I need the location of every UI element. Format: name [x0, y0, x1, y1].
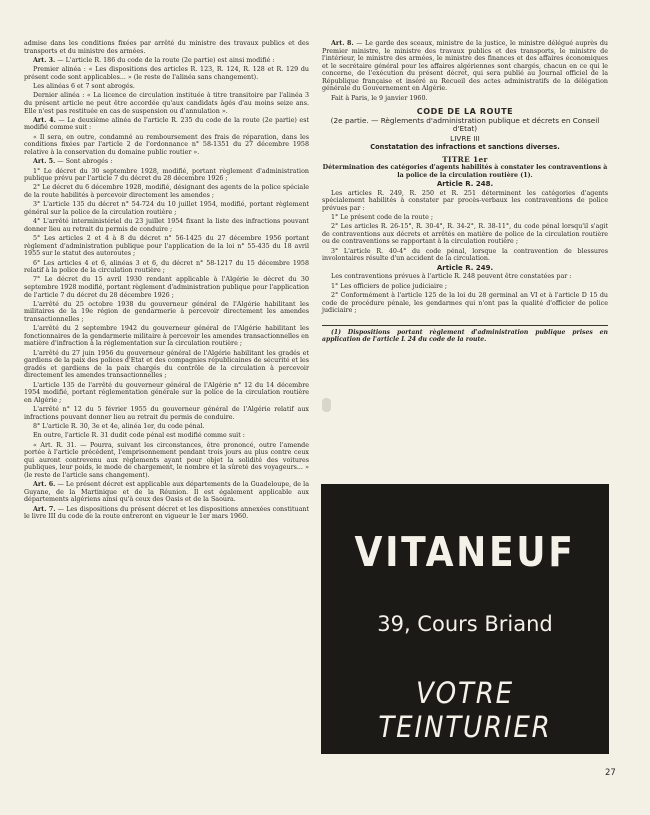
- paragraph-text: 1° Le décret du 30 septembre 1928, modifié, portant règlement d'administration publique prévu par l'article 7 du décret du 28 décembre 1926 ;: [24, 167, 309, 183]
- article-249-heading: Article R. 249.: [436, 263, 494, 272]
- code-title: CODE DE LA ROUTE: [416, 107, 514, 117]
- paragraph: [24, 66, 309, 81]
- paragraph: [24, 406, 309, 421]
- paragraph: [24, 184, 309, 199]
- paragraph: [24, 260, 309, 275]
- paragraph: [24, 218, 309, 233]
- paragraph: [24, 92, 309, 115]
- paragraph: [24, 201, 309, 216]
- paragraph-text: En outre, l'article R. 31 dudit code pénal est modifié comme suit :: [33, 432, 245, 440]
- paragraph-text: 2° Le décret du 6 décembre 1928, modifié, désignant des agents de la police spéciale de la route habilités à percevoir directement les amendes ;: [24, 184, 309, 200]
- paragraph: [24, 301, 309, 324]
- ink-stamp-mark: [322, 398, 331, 412]
- paragraph-text: — Le présent décret est applicable aux départements de la Guadeloupe, de la Guyane, de la Martinique et de la Réunion. Il est également applicable aux départements algériens ainsi qu'à ceux des Oasis et de la Saoura.: [24, 481, 309, 504]
- paragraph-text: L'article 135 de l'arrêté du gouverneur général de l'Algérie n° 12 du 14 décembre 1954 modifié, portant réglementation générale sur la police de la circulation routière en Algérie ;: [24, 381, 309, 404]
- article-number: Art. 7.: [33, 505, 56, 513]
- titre-heading: TITRE 1er: [442, 154, 488, 164]
- paragraph-text: 4° L'arrêté interministériel du 23 juillet 1954 fixant la liste des infractions pouvant donner lieu au retrait du permis de conduire ;: [24, 218, 309, 233]
- ad-tagline: VOTRE TEINTURIER: [378, 676, 552, 744]
- paragraph-text: Les articles R. 249, R. 250 et R. 251 déterminent les catégories d'agents spécialement habilités à constater par procès-verbaux les contraventions de police prévues par :: [322, 189, 608, 212]
- paragraph: [322, 40, 608, 93]
- left-column: [24, 40, 309, 523]
- paragraph-text: 6° Les articles 4 et 6, alinéas 3 et 6, du décret n° 58-1217 du 15 décembre 1958 relatif à la police de la circulation routière ;: [24, 259, 309, 275]
- advertisement-block: [321, 484, 609, 754]
- paragraph-text: 7° Le décret du 15 avril 1930 rendant applicable à l'Algérie le décret du 30 septembre 1928 modifié, portant règlement d'administration publique pour l'application de l'article 7 du décret du 28 décembre 1926 ;: [24, 276, 309, 299]
- paragraph: [322, 95, 608, 103]
- ad-company-name: VITANEUF: [354, 528, 576, 576]
- paragraph: [322, 283, 608, 291]
- page-number: 27: [605, 768, 616, 778]
- article-number: Art. 8.: [331, 40, 354, 47]
- paragraph: [24, 442, 309, 480]
- paragraph: [24, 325, 309, 348]
- article-248-heading: Article R. 248.: [436, 179, 494, 188]
- paragraph: [24, 117, 309, 132]
- paragraph: [24, 382, 309, 405]
- paragraph-text: 1° Le présent code de la route ;: [331, 213, 433, 221]
- paragraph-text: — Le garde des sceaux, ministre de la justice, le ministre délégué auprès du Premier ministre, le ministre des travaux publics et des transports, le ministre de l'intérieur, le ministre des armées, le ministre des finances et des affaires économiques et le secrétaire général pour les affaires algériennes sont chargés, chacun en ce qui le concerne, de l'exécution du présent décret, qui sera publié au Journal officiel de la République française et inséré au Recueil des actes administratifs de la délégation générale du Gouvernement en Algérie.: [322, 40, 608, 93]
- paragraph-text: Dernier alinéa : « La licence de circulation instituée à titre transitoire par l'alinéa 3 du présent article ne peut être accordée qu'aux candidats âgés d'au moins seize ans. Elle n'est pas restituée en cas de suspension ou d'annulation ».: [24, 92, 309, 115]
- paragraph-text: 2° Les articles R. 26-15°, R. 30-4°, R. 34-2°, R. 38-11°, du code pénal lorsqu'il s'agit de contraventions aux décrets et arrêtés en matière de police de la circulation routière ou de contraventions se rapportant à la circulation routière ;: [322, 223, 608, 246]
- paragraph-text: 1° Les officiers de police judiciaire ;: [331, 282, 448, 290]
- paragraph: [24, 83, 309, 91]
- paragraph: [322, 273, 608, 281]
- article-number: Art. 5.: [33, 158, 56, 166]
- paragraph: [24, 168, 309, 183]
- paragraph-text: 3° L'article R. 40-4° du code pénal, lorsque la contravention de blessures involontaires résulte d'un accident de la circulation.: [322, 247, 608, 263]
- paragraph: [24, 276, 309, 299]
- paragraph: [24, 134, 309, 157]
- paragraph: [24, 350, 309, 380]
- paragraph: [24, 432, 309, 440]
- paragraph: [322, 292, 608, 315]
- livre-heading: LIVRE III: [450, 133, 480, 143]
- livre-title: Constatation des infractions et sanctions diverses.: [370, 143, 560, 152]
- titre-description: Détermination des catégories d'agents habilités à constater les contraventions à la police de la circulation routière (1).: [322, 164, 608, 179]
- paragraph-text: « Il sera, en outre, condamné au remboursement des frais de réparation, dans les conditions fixées par l'article 2 de l'ordonnance n° 58-1351 du 27 décembre 1958 relative à la conservation du domaine public routier ».: [24, 133, 309, 156]
- paragraph: [24, 40, 309, 55]
- article-number: Art. 3.: [33, 56, 56, 64]
- paragraph: [322, 190, 608, 213]
- right-column: [322, 40, 608, 343]
- code-subtitle: (2e partie. — Règlements d'administration publique et décrets en Conseil d'Etat): [330, 115, 600, 134]
- article-number: Art. 4.: [33, 116, 56, 124]
- paragraph-text: — Sont abrogés :: [55, 158, 113, 166]
- paragraph-text: Les contraventions prévues à l'article R. 248 peuvent être constatées par :: [331, 273, 572, 281]
- footnote: (1) Dispositions portant règlement d'administration publique prises en application de l'article L 24 du code de la route.: [322, 328, 608, 343]
- paragraph: [24, 423, 309, 431]
- paragraph-text: 2° Conformément à l'article 125 de la loi du 28 germinal an VI et à l'article D 15 du code de procédure pénale, les gendarmes qui n'ont pas la qualité d'officier de police judiciaire ;: [322, 292, 608, 315]
- ad-address: 39, Cours Briand: [377, 612, 553, 636]
- article-249-body: [322, 273, 608, 314]
- paragraph: [24, 506, 309, 521]
- paragraph-text: — Les dispositions du présent décret et les dispositions annexées constituant le livre III du code de la route entreront en vigueur le 1er mars 1960.: [24, 505, 309, 521]
- paragraph-text: Fait à Paris, le 9 janvier 1960.: [331, 94, 428, 102]
- paragraph: [322, 248, 608, 263]
- paragraph-text: L'arrêté n° 12 du 5 février 1955 du gouverneur général de l'Algérie relatif aux infractions pouvant donner lieu au retrait du permis de conduire.: [24, 406, 309, 421]
- paragraph-text: « Art. R. 31. — Pourra, suivant les circonstances, être prononcé, outre l'amende portée à l'article précédent, l'emprisonnement pendant trois jours au plus contre ceux qui auront contrevenu aux règlements ayant pour objet la solidité des voitures publiques, leur poids, le mode de chargement, le nombre et la sûreté des voyageurs... » (le reste de l'article sans changement).: [24, 441, 309, 479]
- paragraph-text: Premier alinéa : « Les dispositions des articles R. 123, R. 124, R. 128 et R. 129 du présent code sont applicables... » (le reste de l'alinéa sans changement).: [24, 66, 309, 81]
- paragraph-text: L'arrêté du 25 octobre 1938 du gouverneur général de l'Algérie habilitant les militaires de la 19e région de gendarmerie à percevoir directement les amendes transactionnelles ;: [24, 300, 309, 323]
- article-8-block: [322, 40, 608, 102]
- paragraph-text: Les alinéas 6 et 7 sont abrogés.: [33, 83, 135, 91]
- paragraph-text: 5° Les articles 2 et 4 à 8 du décret n° 56-1425 du 27 décembre 1956 portant règlement d'administration publique pour l'application de la loi n° 55-435 du 18 avril 1955 sur le statut des autoroutes ;: [24, 235, 309, 258]
- footnote-divider: [322, 325, 608, 326]
- article-248-body: [322, 190, 608, 263]
- paragraph-text: admise dans les conditions fixées par arrêté du ministre des travaux publics et des transports et du ministre des armées.: [24, 40, 309, 55]
- paragraph: [24, 235, 309, 258]
- paragraph: [24, 158, 309, 166]
- paragraph: [24, 481, 309, 504]
- paragraph-text: — Le deuxième alinéa de l'article R. 235 du code de la route (2e partie) est modifié comme suit :: [24, 116, 309, 132]
- paragraph: [322, 223, 608, 246]
- paragraph: [24, 57, 309, 65]
- paragraph-text: 8° L'article R. 30, 3e et 4e, alinéa 1er, du code pénal.: [33, 423, 205, 431]
- paragraph: [322, 214, 608, 222]
- paragraph-text: — L'article R. 186 du code de la route (2e partie) est ainsi modifié :: [55, 56, 275, 64]
- article-number: Art. 6.: [33, 481, 56, 489]
- paragraph-text: 3° L'article 135 du décret n° 54-724 du 10 juillet 1954, modifié, portant règlement général sur la police de la circulation routière ;: [24, 201, 309, 216]
- paragraph-text: L'arrêté du 27 juin 1956 du gouverneur général de l'Algérie habilitant les gradés et gardiens de la paix des polices d'Etat et des compagnies républicaines de sécurité et les gradés et gardiens de la paix chargés du contrôle de la circulation à percevoir directement les amendes transactionnelles ;: [24, 349, 309, 380]
- paragraph-text: L'arrêté du 2 septembre 1942 du gouverneur général de l'Algérie habilitant les fonctionnaires de la gendarmerie militaire à percevoir les amendes transactionnelles en matière d'infraction à la réglementation sur la circulation routière ;: [24, 325, 309, 348]
